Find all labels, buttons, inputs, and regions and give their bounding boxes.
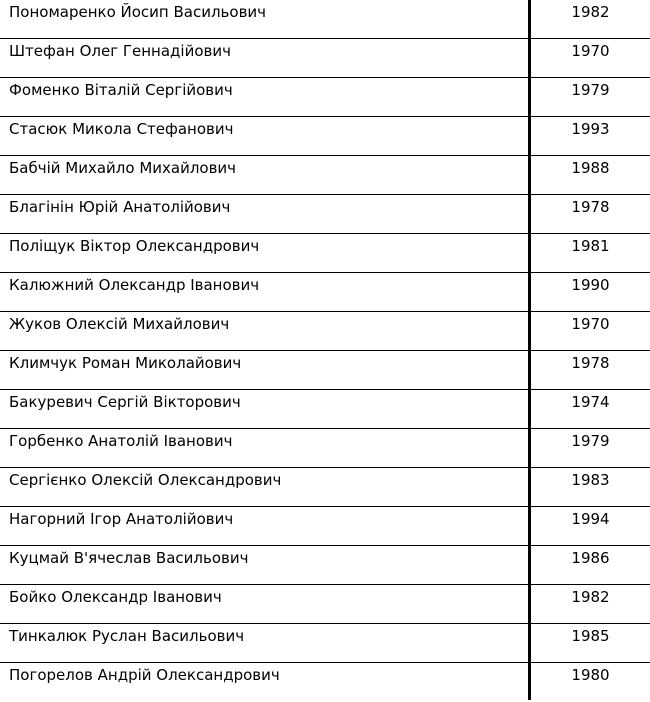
table-row — [0, 390, 650, 429]
table-row — [0, 234, 650, 273]
table-row — [0, 429, 650, 468]
birth-year: 1982 — [571, 3, 610, 21]
table-row — [0, 39, 650, 78]
person-name: Бойко Олександр Іванович — [9, 588, 222, 606]
person-name: Климчук Роман Миколайович — [9, 354, 242, 372]
person-name: Пономаренко Йосип Васильович — [9, 3, 267, 21]
table-row — [0, 78, 650, 117]
birth-year: 1979 — [571, 432, 610, 450]
birth-year: 1978 — [571, 354, 610, 372]
birth-year: 1986 — [571, 549, 610, 567]
table-row — [0, 468, 650, 507]
birth-year: 1970 — [571, 42, 610, 60]
column-divider — [528, 0, 531, 700]
birth-year: 1994 — [571, 510, 610, 528]
birth-year: 1974 — [571, 393, 610, 411]
birth-year: 1985 — [571, 627, 610, 645]
table-row — [0, 195, 650, 234]
birth-year: 1983 — [571, 471, 610, 489]
table-row — [0, 0, 650, 39]
birth-year: 1978 — [571, 198, 610, 216]
person-name: Штефан Олег Геннадійович — [9, 42, 231, 60]
table-row — [0, 585, 650, 624]
person-name: Сергієнко Олексій Олександрович — [9, 471, 282, 489]
birth-year: 1981 — [571, 237, 610, 255]
birth-year: 1979 — [571, 81, 610, 99]
birth-year: 1982 — [571, 588, 610, 606]
table-row — [0, 312, 650, 351]
birth-year: 1990 — [571, 276, 610, 294]
table-row — [0, 156, 650, 195]
table-row — [0, 546, 650, 585]
birth-year: 1980 — [571, 666, 610, 684]
person-name: Стасюк Микола Стефанович — [9, 120, 234, 138]
person-name: Тинкалюк Руслан Васильович — [9, 627, 245, 645]
person-name: Жуков Олексій Михайлович — [9, 315, 230, 333]
person-name: Погорелов Андрій Олександрович — [9, 666, 280, 684]
person-name: Фоменко Віталій Сергійович — [9, 81, 233, 99]
person-name: Благінін Юрій Анатолійович — [9, 198, 231, 216]
table-row — [0, 351, 650, 390]
person-name: Поліщук Віктор Олександрович — [9, 237, 260, 255]
person-name: Горбенко Анатолій Іванович — [9, 432, 233, 450]
person-name: Бакуревич Сергій Вікторович — [9, 393, 241, 411]
birth-year: 1970 — [571, 315, 610, 333]
table-row — [0, 663, 650, 702]
person-name: Куцмай В'ячеслав Васильович — [9, 549, 249, 567]
birth-year: 1988 — [571, 159, 610, 177]
person-name: Бабчій Михайло Михайлович — [9, 159, 237, 177]
table-row — [0, 507, 650, 546]
table-row — [0, 117, 650, 156]
birth-year: 1993 — [571, 120, 610, 138]
person-name: Нагорний Ігор Анатолійович — [9, 510, 234, 528]
table-row — [0, 273, 650, 312]
table-row — [0, 624, 650, 663]
person-name: Калюжний Олександр Іванович — [9, 276, 260, 294]
